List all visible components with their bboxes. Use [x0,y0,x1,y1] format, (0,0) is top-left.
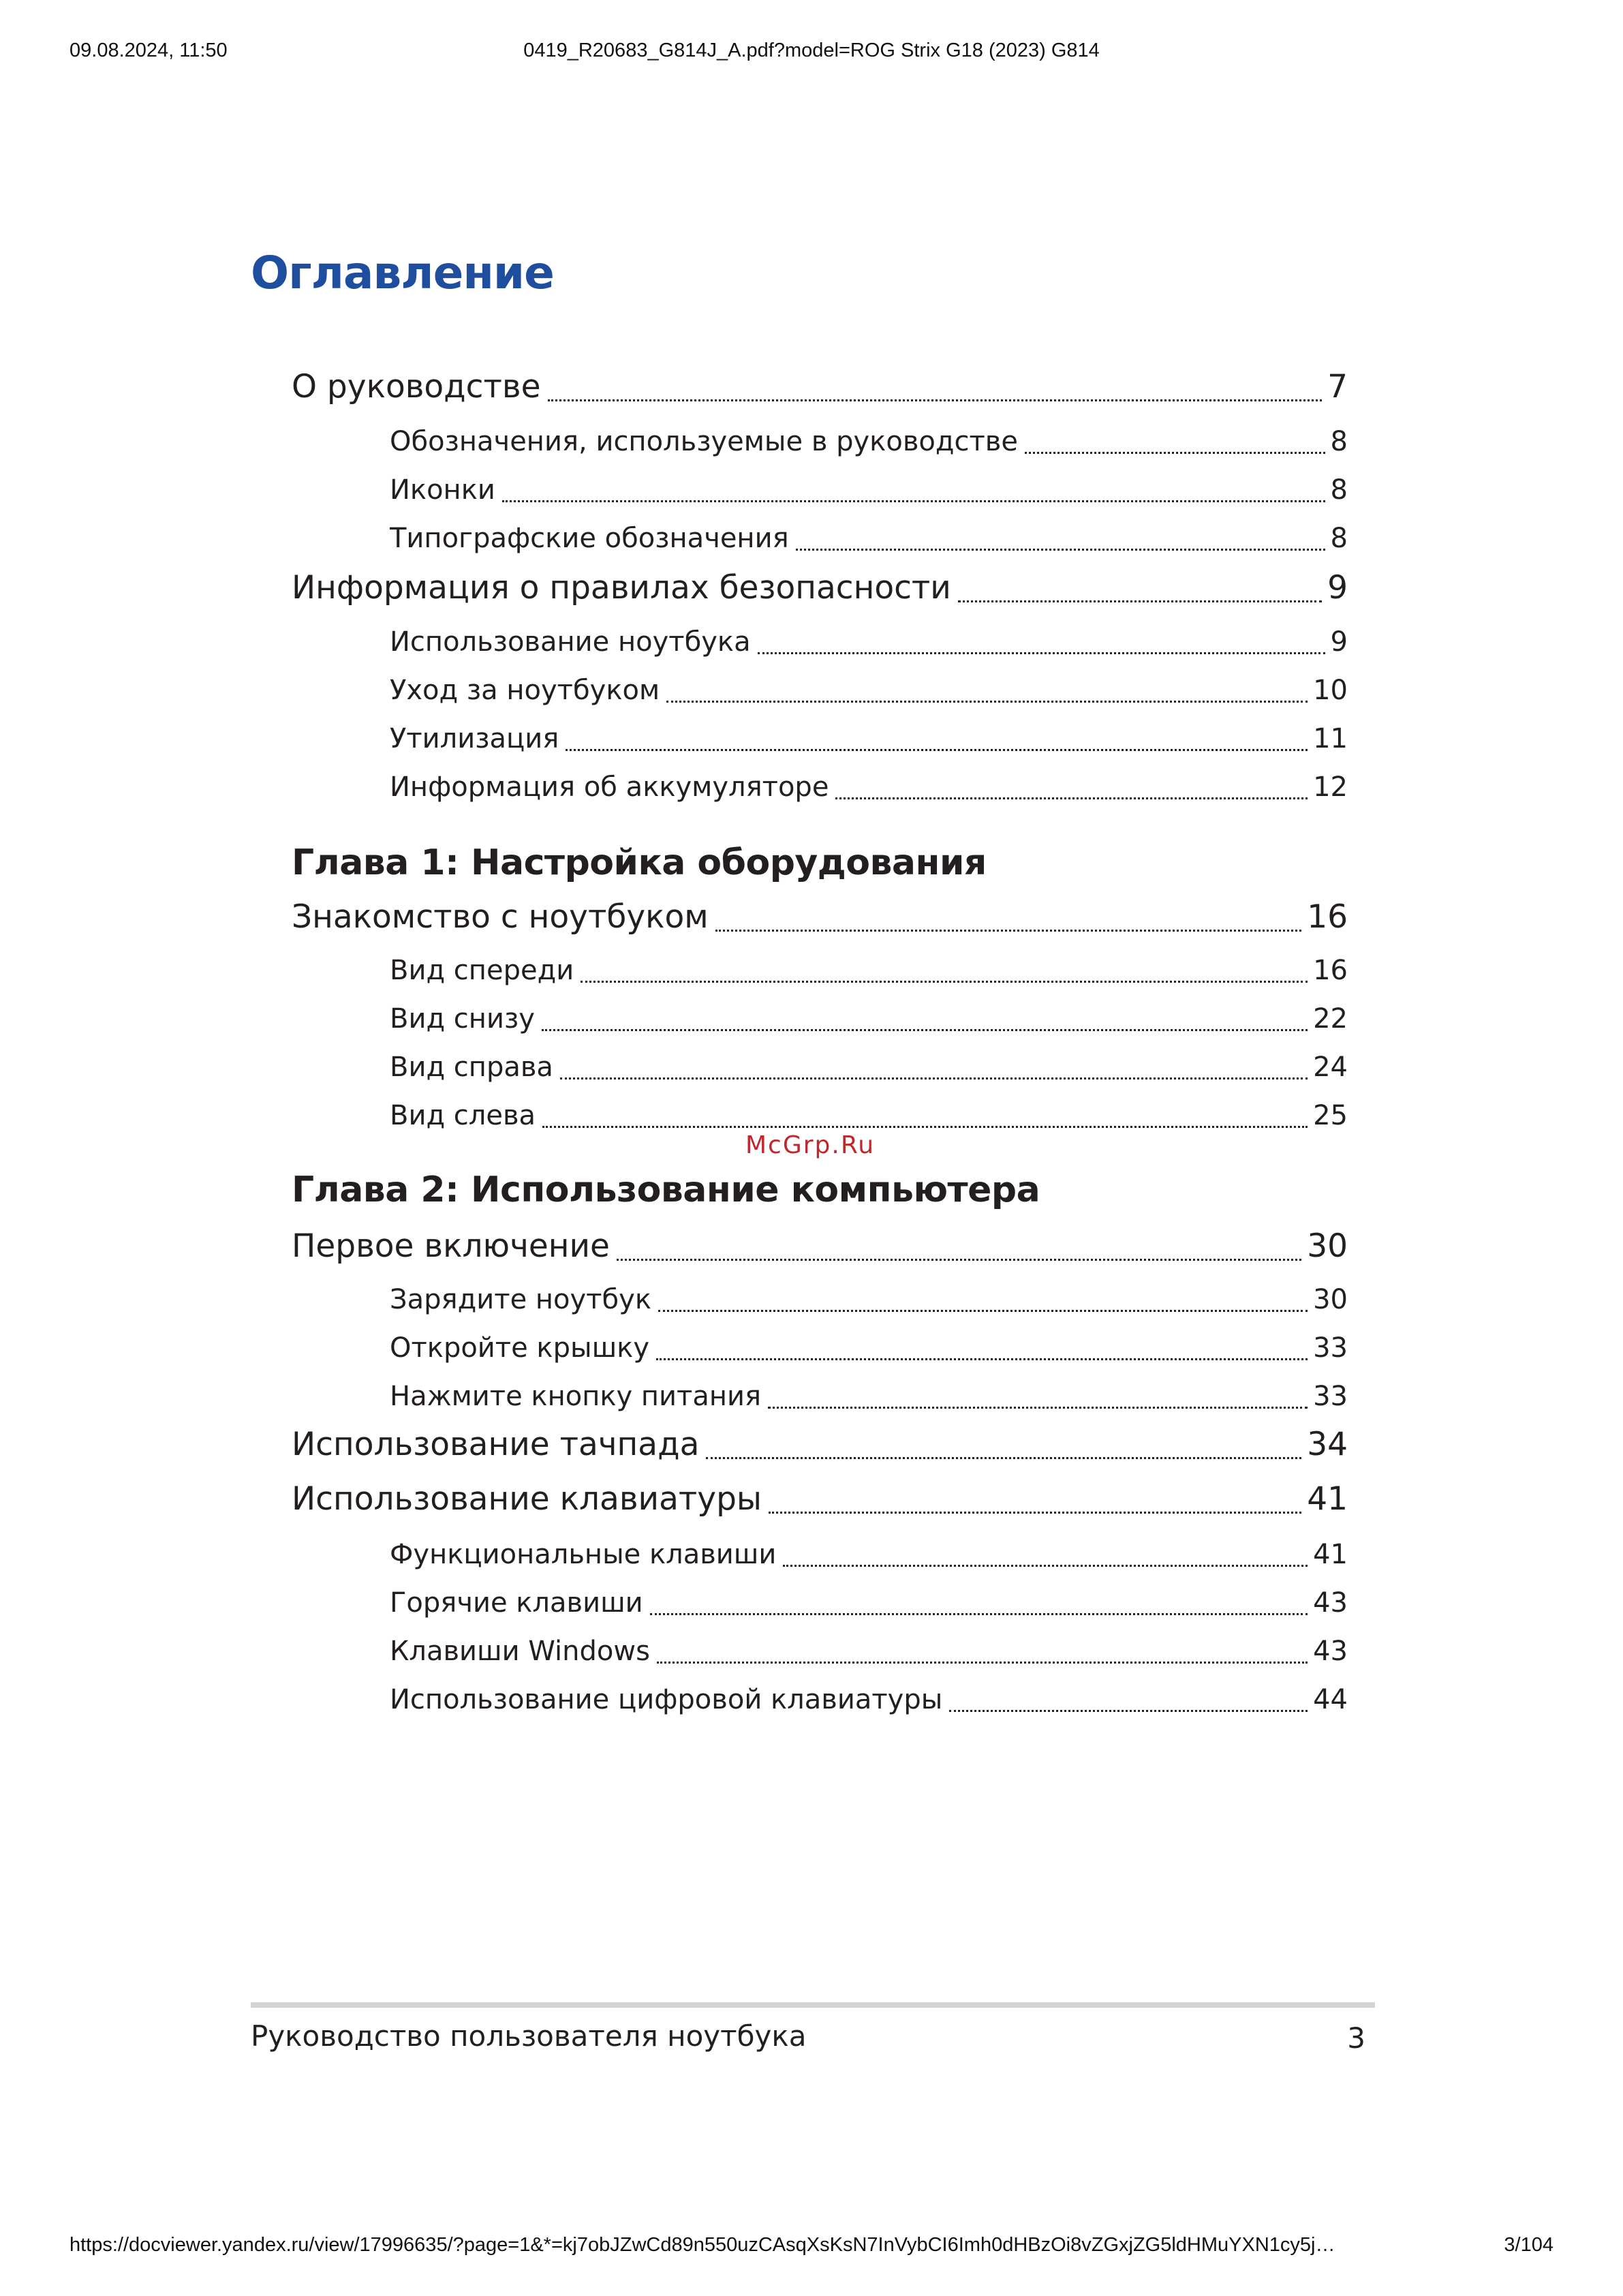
dot-leader [666,701,1308,703]
toc-entry-page: 30 [1307,1227,1348,1265]
toc-entry-label: Использование тачпада [292,1426,700,1463]
dot-leader [542,1126,1308,1128]
toc-entry-page: 9 [1330,626,1348,658]
toc-entry-page: 43 [1313,1587,1348,1619]
toc-entry-page: 34 [1307,1426,1348,1463]
toc-entry-using-laptop[interactable] [390,626,1348,658]
toc-entry-label: Вид спереди [390,955,574,986]
dot-leader [958,600,1322,602]
dot-leader [542,1029,1308,1031]
toc-entry-page: 44 [1313,1684,1348,1715]
toc-entry-label: Использование клавиатуры [292,1480,762,1518]
print-document-name: 0419_R20683_G814J_A.pdf?model=ROG Strix G18 (2023) G814 [523,40,1100,61]
chapter-1-heading[interactable]: Глава 1: Настройка оборудования [292,842,987,883]
toc-entry-disposal[interactable] [390,723,1348,754]
toc-entry-page: 33 [1313,1332,1348,1364]
dot-leader [783,1565,1308,1567]
dot-leader [835,797,1308,799]
toc-entry-right-view[interactable] [390,1052,1348,1083]
toc-entry-label: Откройте крышку [390,1332,649,1364]
dot-leader [560,1077,1308,1080]
toc-entry-page: 33 [1313,1381,1348,1412]
dot-leader [566,749,1308,751]
watermark: McGrp.Ru [745,1131,876,1159]
dot-leader [581,981,1308,983]
toc-entry-label: Горячие клавиши [390,1587,643,1619]
toc-entry-label: Иконки [390,474,495,506]
toc-entry-page: 8 [1330,523,1348,554]
dot-leader [949,1710,1308,1712]
toc-entry-left-view[interactable] [390,1100,1348,1131]
dot-leader [656,1358,1308,1360]
footer-divider [251,2002,1375,2008]
toc-entry-page: 12 [1313,771,1348,803]
toc-entry-function-keys[interactable] [390,1539,1348,1570]
toc-entry-touchpad[interactable] [292,1426,1348,1463]
toc-entry-keyboard[interactable] [292,1480,1348,1518]
toc-entry-safety[interactable] [292,569,1348,607]
toc-entry-page: 7 [1327,368,1348,405]
toc-entry-page: 30 [1313,1284,1348,1315]
dot-leader [768,1407,1308,1409]
toc-entry-label: Знакомство с ноутбуком [292,898,709,936]
toc-entry-page: 8 [1330,426,1348,457]
toc-entry-page: 16 [1313,955,1348,986]
dot-leader [548,399,1323,401]
chapter-2-heading[interactable]: Глава 2: Использование компьютера [292,1169,1040,1210]
toc-entry-label: Типографские обозначения [390,523,789,554]
print-footer [69,2234,1554,2261]
toc-entry-label: Использование ноутбука [390,626,751,658]
dot-leader [1025,452,1325,454]
toc-entry-label: Обозначения, используемые в руководстве [390,426,1018,457]
toc-entry-charge-laptop[interactable] [390,1284,1348,1315]
toc-entry-page: 10 [1313,675,1348,706]
toc-entry-windows-keys[interactable] [390,1636,1348,1667]
footer-manual-title: Руководство пользователя ноутбука [251,2019,807,2053]
toc-entry-label: Нажмите кнопку питания [390,1381,762,1412]
toc-entry-label: Вид слева [390,1100,536,1131]
toc-entry-page: 25 [1313,1100,1348,1131]
toc-entry-label: Информация о правилах безопасности [292,569,951,607]
toc-entry-front-view[interactable] [390,955,1348,986]
dot-leader [657,1662,1308,1664]
toc-entry-page: 41 [1313,1539,1348,1570]
toc-entry-label: Вид справа [390,1052,553,1083]
toc-entry-page: 24 [1313,1052,1348,1083]
toc-entry-page: 8 [1330,474,1348,506]
toc-entry-power-button[interactable] [390,1381,1348,1412]
toc-entry-label: О руководстве [292,368,541,405]
dot-leader [617,1259,1301,1261]
toc-entry-laptop-care[interactable] [390,675,1348,706]
toc-entry-label: Утилизация [390,723,559,754]
toc-entry-label: Функциональные клавиши [390,1539,777,1570]
toc-entry-hotkeys[interactable] [390,1587,1348,1619]
toc-entry-bottom-view[interactable] [390,1003,1348,1035]
dot-leader [758,652,1325,654]
toc-entry-page: 41 [1307,1480,1348,1518]
toc-entry-getting-to-know[interactable] [292,898,1348,936]
toc-entry-label: Первое включение [292,1227,610,1265]
dot-leader [706,1457,1301,1459]
toc-entry-numeric-keypad[interactable] [390,1684,1348,1715]
toc-entry-page: 11 [1313,723,1348,754]
print-datetime: 09.08.2024, 11:50 [69,40,228,61]
dot-leader [658,1310,1308,1312]
dot-leader [715,930,1301,932]
toc-entry-label: Клавиши Windows [390,1636,650,1667]
toc-entry-label: Зарядите ноутбук [390,1284,651,1315]
toc-entry-label: Уход за ноутбуком [390,675,660,706]
dot-leader [796,549,1325,551]
footer-page-number: 3 [1347,2021,1365,2055]
toc-entry-typography[interactable] [390,523,1348,554]
dot-leader [769,1512,1301,1514]
toc-entry-notations[interactable] [390,426,1348,457]
toc-entry-label: Вид снизу [390,1003,535,1035]
toc-title: Оглавление [251,247,554,299]
toc-entry-battery-info[interactable] [390,771,1348,803]
toc-entry-label: Информация об аккумуляторе [390,771,829,803]
toc-entry-open-lid[interactable] [390,1332,1348,1364]
toc-entry-icons[interactable] [390,474,1348,506]
print-url[interactable]: https://docviewer.yandex.ru/view/17996635/?page=1&*=kj7obJZwCd89n550uzCAsqXsKsN7InVybCI6Imh0dHBzOi8vZGxjZG5ldHMuYXN1cy5j… [69,2234,1335,2256]
toc-entry-about-guide[interactable] [292,368,1348,405]
toc-entry-label: Использование цифровой клавиатуры [390,1684,943,1715]
toc-entry-page: 43 [1313,1636,1348,1667]
dot-leader [650,1613,1308,1615]
dot-leader [502,500,1325,502]
toc-entry-page: 9 [1327,569,1348,607]
toc-entry-page: 16 [1307,898,1348,936]
print-page-counter: 3/104 [1504,2234,1554,2256]
toc-entry-page: 22 [1313,1003,1348,1035]
toc-entry-first-start[interactable] [292,1227,1348,1265]
